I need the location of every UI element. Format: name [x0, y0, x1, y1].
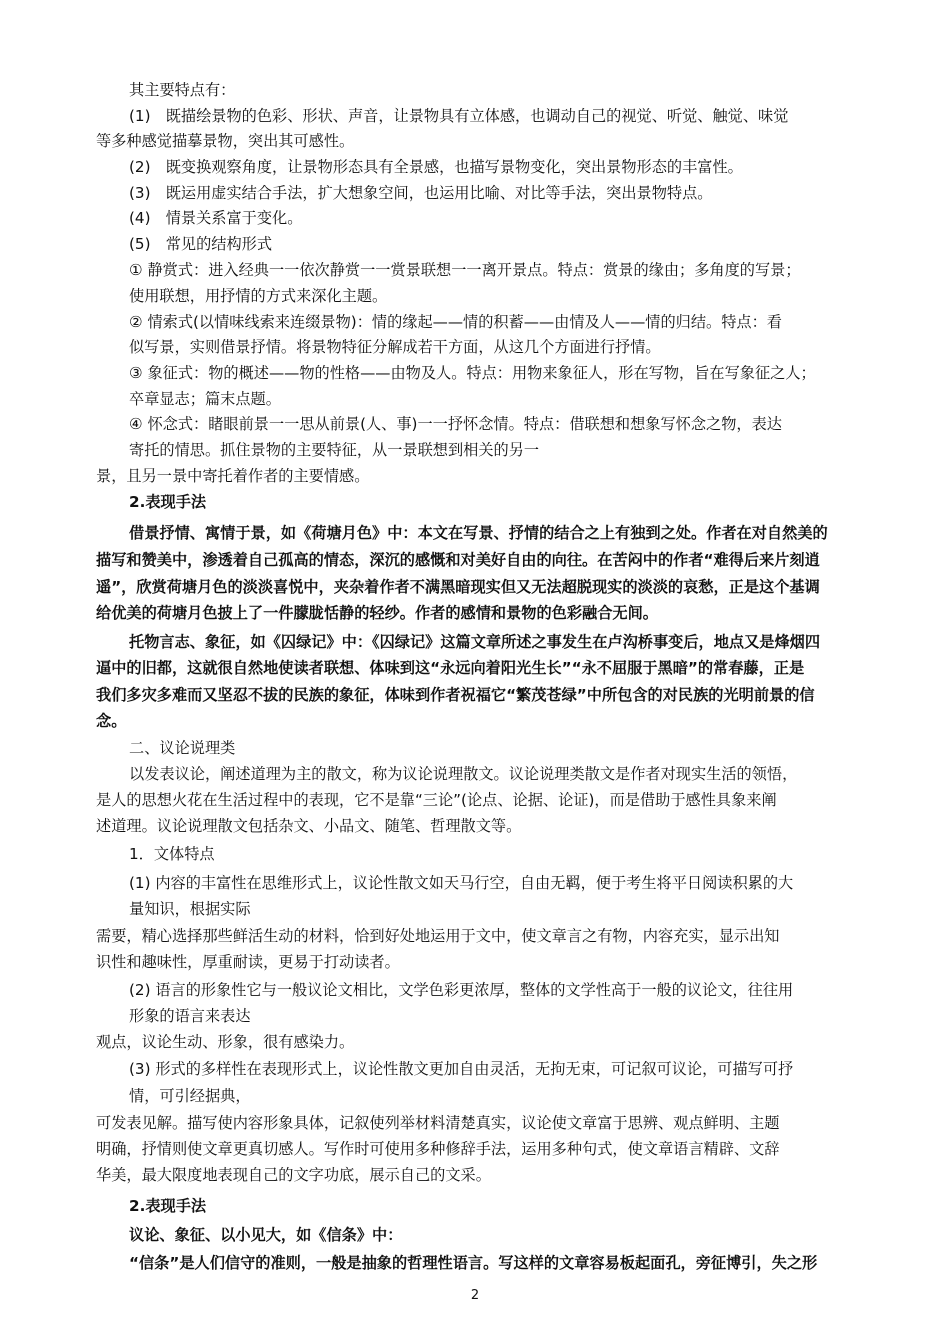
text-line: 可发表见解。描写使内容形象具体，记叙使列举材料清楚真实，议论使文章富于思辨、观点鲜明、主题	[96, 1114, 780, 1132]
text-line: (2) 既变换观察角度，让景物形态具有全景感，也描写景物变化，突出景物形态的丰富性。	[129, 158, 743, 176]
text-line: 识性和趣味性，厚重耐读，更易于打动读者。	[96, 953, 400, 971]
text-line: (3) 形式的多样性在表现形式上，议论性散文更加自由灵活，无拘无束，可记叙可议论，可描写可抒	[129, 1060, 794, 1078]
text-line: (2) 语言的形象性它与一般议论文相比，文学色彩更浓厚，整体的文学性高于一般的议论文，往往用	[129, 981, 794, 999]
text-line: 等多种感觉描摹景物，突出其可感性。	[96, 132, 355, 150]
text-line: 是人的思想火花在生活过程中的表现，它不是靠“三论”(论点、论据、论证)，而是借助于感性具象来阐	[96, 791, 777, 809]
page-number: 2	[470, 1288, 480, 1303]
text-line: ② 情索式(以情味线索来连缀景物)：情的缘起——情的积蓄——由情及人——情的归结。特点：看	[129, 313, 782, 331]
text-line: 华美，最大限度地表现自己的文字功底，展示自己的文采。	[96, 1166, 491, 1184]
text-line: 述道理。议论说理散文包括杂文、小品文、随笔、哲理散文等。	[96, 817, 522, 835]
text-line: 遥”，欣赏荷塘月色的淡淡喜悦中，夹杂着作者不满黑暗现实但又无法超脱现实的淡淡的哀愁，正是这个基调	[96, 578, 820, 596]
text-line: 使用联想，用抒情的方式来深化主题。	[129, 287, 388, 305]
section-heading: 2.表现手法	[129, 1197, 207, 1215]
text-line: 情，可引经据典，	[129, 1087, 251, 1105]
text-line: (3) 既运用虚实结合手法，扩大想象空间，也运用比喻、对比等手法，突出景物特点。	[129, 184, 713, 202]
text-line: 逼中的旧都，这就很自然地使读者联想、体味到这“永远向着阳光生长”“永不屈服于黑暗”的常春藤，正是	[96, 659, 805, 677]
text-line: 似写景，实则借景抒情。将景物特征分解成若干方面，从这几个方面进行抒情。	[129, 338, 661, 356]
text-line: 其主要特点有：	[129, 81, 236, 99]
text-line: “信条”是人们信守的准则，一般是抽象的哲理性语言。写这样的文章容易板起面孔，旁征博引，失之形	[129, 1254, 818, 1272]
section-heading: 二、议论说理类	[129, 739, 236, 757]
text-line: 寄托的情思。抓住景物的主要特征，从一景联想到相关的另一	[129, 441, 540, 459]
text-line: 描写和赞美中，渗透着自己孤高的情态，深沉的感慨和对美好自由的向往。在苦闷中的作者“难得后来片刻逍	[96, 551, 820, 569]
section-heading: 1．文体特点	[129, 845, 215, 863]
text-line: (1) 既描绘景物的色彩、形状、声音，让景物具有立体感，也调动自己的视觉、听觉、触觉、味觉	[129, 107, 789, 125]
text-line: (1) 内容的丰富性在思维形式上，议论性散文如天马行空，自由无羁，便于考生将平日阅读积累的大	[129, 874, 794, 892]
text-line: (5) 常见的结构形式	[129, 235, 273, 253]
text-line: 托物言志、象征，如《囚绿记》中：《囚绿记》这篇文章所述之事发生在卢沟桥事变后，地点又是烽烟四	[129, 633, 821, 651]
text-line: 以发表议论，阐述道理为主的散文，称为议论说理散文。议论说理类散文是作者对现实生活的领悟，	[129, 765, 798, 783]
text-line: 景，且另一景中寄托着作者的主要情感。	[96, 467, 370, 485]
text-line: 明确，抒情则使文章更真切感人。写作时可使用多种修辞手法，运用多种句式，使文章语言精辟、文辞	[96, 1140, 780, 1158]
section-heading: 2.表现手法	[129, 493, 207, 511]
text-line: 需要，精心选择那些鲜活生动的材料，恰到好处地运用于文中，使文章言之有物，内容充实，显示出知	[96, 927, 780, 945]
text-line: 量知识，根据实际	[129, 900, 251, 918]
text-line: 卒章显志；篇末点题。	[129, 390, 281, 408]
text-line: 形象的语言来表达	[129, 1007, 251, 1025]
text-line: ③ 象征式：物的概述——物的性格——由物及人。特点：用物来象征人，形在写物，旨在写象征之人；	[129, 364, 816, 382]
text-line: (4) 情景关系富于变化。	[129, 209, 303, 227]
text-line: 观点，议论生动、形象，很有感染力。	[96, 1033, 355, 1051]
text-line: 议论、象征、以小见大，如《信条》中：	[129, 1226, 403, 1244]
text-line: 借景抒情、寓情于景，如《荷塘月色》中：本文在写景、抒情的结合之上有独到之处。作者在对自然美的	[129, 524, 828, 542]
text-line: 给优美的荷塘月色披上了一件朦胧恬静的轻纱。作者的感情和景物的色彩融合无间。	[96, 604, 658, 622]
text-line: ① 静赏式：进入经典一一依次静赏一一赏景联想一一离开景点。特点：赏景的缘由；多角度的写景；	[129, 261, 801, 279]
text-line: 念。	[96, 712, 127, 730]
text-line: 我们多灾多难而又坚忍不拔的民族的象征，体味到作者祝福它“繁茂苍绿”中所包含的对民族的光明前景的信	[96, 686, 815, 704]
text-line: ④ 怀念式：睹眼前景一一思从前景(人、事)一一抒怀念情。特点：借联想和想象写怀念之物，表达	[129, 415, 782, 433]
